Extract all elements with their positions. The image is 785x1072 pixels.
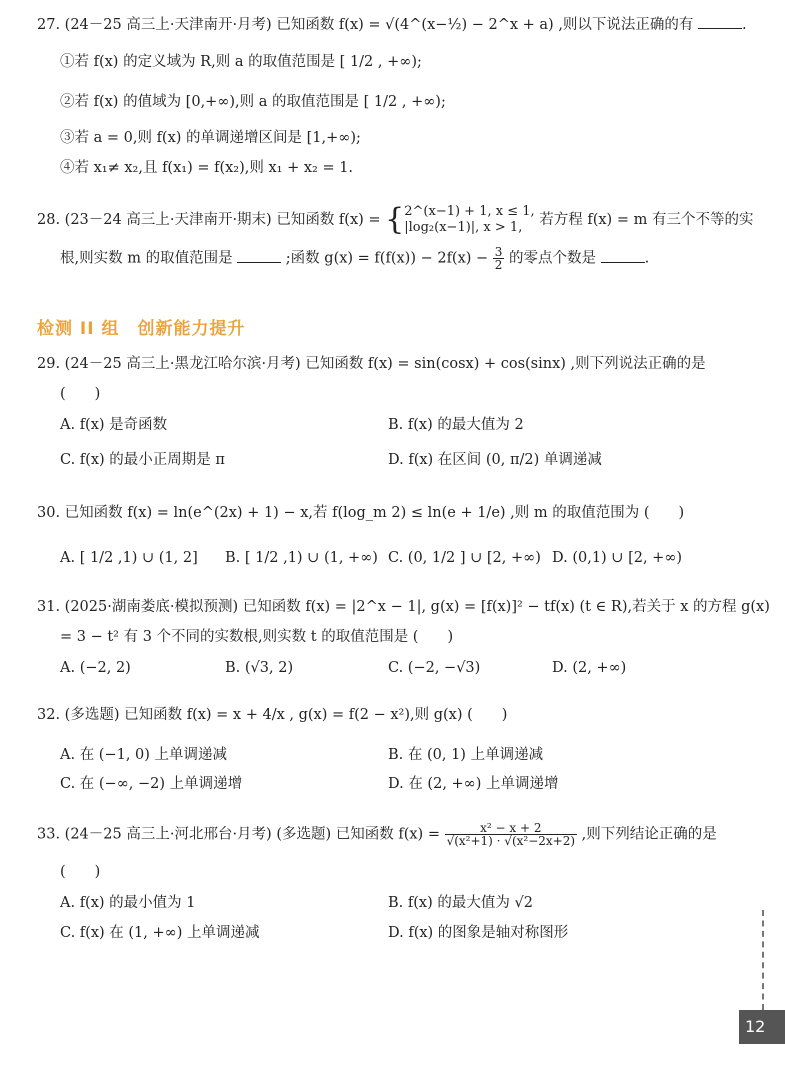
q30-option-a: A. [ 1/2 ,1) ∪ (1, 2]	[60, 550, 198, 566]
q28-fraction: $\frac{3}{2}$	[494, 245, 503, 272]
q27-answer-blank	[698, 14, 742, 29]
q28-piecewise-cases: 2^(x−1) + 1, x ≤ 1, |log₂(x−1)|, x > 1,	[404, 204, 535, 235]
q32-option-c: C. 在 (−∞, −2) 上单调递增	[60, 776, 243, 792]
q27-option-4: ④若 x₁≠ x₂,且 f(x₁) = f(x₂),则 x₁ + x₂ = 1.	[60, 160, 354, 176]
q33-stem: 33. (24－25 高三上·河北邢台·月考) (多选题) 已知函数 f(x) = $\frac{\text{x² − x + 2}}{\text{√(x²+1) · √(x²−2x+2)}}$ ,则下列结论正确的是	[37, 821, 717, 848]
q27-option-1: ①若 f(x) 的定义域为 R,则 a 的取值范围是 [ 1/2 , +∞);	[60, 54, 422, 70]
q29-stem: 29. (24－25 高三上·黑龙江哈尔滨·月考) 已知函数 f(x) = sin(cosx) + cos(sinx) ,则下列说法正确的是	[37, 356, 706, 372]
q31-option-c: C. (−2, −√3)	[388, 660, 481, 676]
q27-option-2: ②若 f(x) 的值域为 [0,+∞),则 a 的取值范围是 [ 1/2 , +∞);	[60, 94, 446, 110]
q29-option-a: A. f(x) 是奇函数	[60, 417, 168, 433]
q28-stem-line1: 28. (23－24 高三上·天津南开·期末) 已知函数 f(x) = { 2^(x−1) + 1, x ≤ 1, |log₂(x−1)|, x > 1, 若方程 f(x) = m 有三个不等的实	[37, 202, 754, 237]
q30-option-b: B. [ 1/2 ,1) ∪ (1, +∞)	[225, 550, 378, 566]
q32-option-d: D. 在 (2, +∞) 上单调递增	[388, 776, 559, 792]
q30-stem: 30. 已知函数 f(x) = ln(e^(2x) + 1) − x,若 f(log_m 2) ≤ ln(e + 1/e) ,则 m 的取值范围为 ( )	[37, 505, 685, 521]
q33-option-d: D. f(x) 的图象是轴对称图形	[388, 925, 569, 941]
q29-option-d: D. f(x) 在区间 (0, π/2) 单调递减	[388, 452, 602, 468]
q31-stem-line1: 31. (2025·湖南娄底·模拟预测) 已知函数 f(x) = |2^x − 1|, g(x) = [f(x)]² − tf(x) (t ∈ R),若关于 x 的方程 g(x)	[37, 599, 770, 615]
q33-option-b: B. f(x) 的最大值为 √2	[388, 895, 533, 911]
q32-stem: 32. (多选题) 已知函数 f(x) = x + 4/x , g(x) = f(2 − x²),则 g(x) ( )	[37, 707, 508, 723]
q31-stem-line2: = 3 − t² 有 3 个不同的实数根,则实数 t 的取值范围是 ( )	[60, 629, 454, 645]
q33-option-c: C. f(x) 在 (1, +∞) 上单调递减	[60, 925, 260, 941]
q28-blank-1	[237, 248, 281, 263]
q33-option-a: A. f(x) 的最小值为 1	[60, 895, 196, 911]
q32-option-b: B. 在 (0, 1) 上单调递减	[388, 747, 544, 763]
page-edge-dashes	[762, 910, 764, 1010]
q27-option-3: ③若 a = 0,则 f(x) 的单调递增区间是 [1,+∞);	[60, 130, 361, 146]
q33-answer-paren: ( )	[60, 864, 101, 880]
q28-blank-2	[601, 248, 645, 263]
q30-option-d: D. (0,1) ∪ [2, +∞)	[552, 550, 683, 566]
q27-stem: 27. (24－25 高三上·天津南开·月考) 已知函数 f(x) = √(4^(x−½) − 2^x + a) ,则以下说法正确的有 .	[37, 14, 747, 35]
q33-fraction: $\frac{\text{x² − x + 2}}{\text{√(x²+1) · √(x²−2x+2)}}$	[446, 821, 576, 848]
q29-answer-paren: ( )	[60, 386, 101, 402]
q30-option-c: C. (0, 1/2 ] ∪ [2, +∞)	[388, 550, 541, 566]
q29-option-c: C. f(x) 的最小正周期是 π	[60, 452, 225, 468]
page-number: 12	[739, 1010, 785, 1044]
q31-option-b: B. (√3, 2)	[225, 660, 294, 676]
q28-stem-line2: 根,则实数 m 的取值范围是 ;函数 g(x) = f(f(x)) − 2f(x) − $\frac{3}{2}$ 的零点个数是 .	[60, 245, 650, 272]
section-title: 检测 II 组 创新能力提升	[37, 319, 246, 339]
q31-option-d: D. (2, +∞)	[552, 660, 627, 676]
q31-option-a: A. (−2, 2)	[60, 660, 131, 676]
q28-piecewise-brace: {	[385, 202, 405, 237]
q32-option-a: A. 在 (−1, 0) 上单调递减	[60, 747, 228, 763]
q29-option-b: B. f(x) 的最大值为 2	[388, 417, 524, 433]
